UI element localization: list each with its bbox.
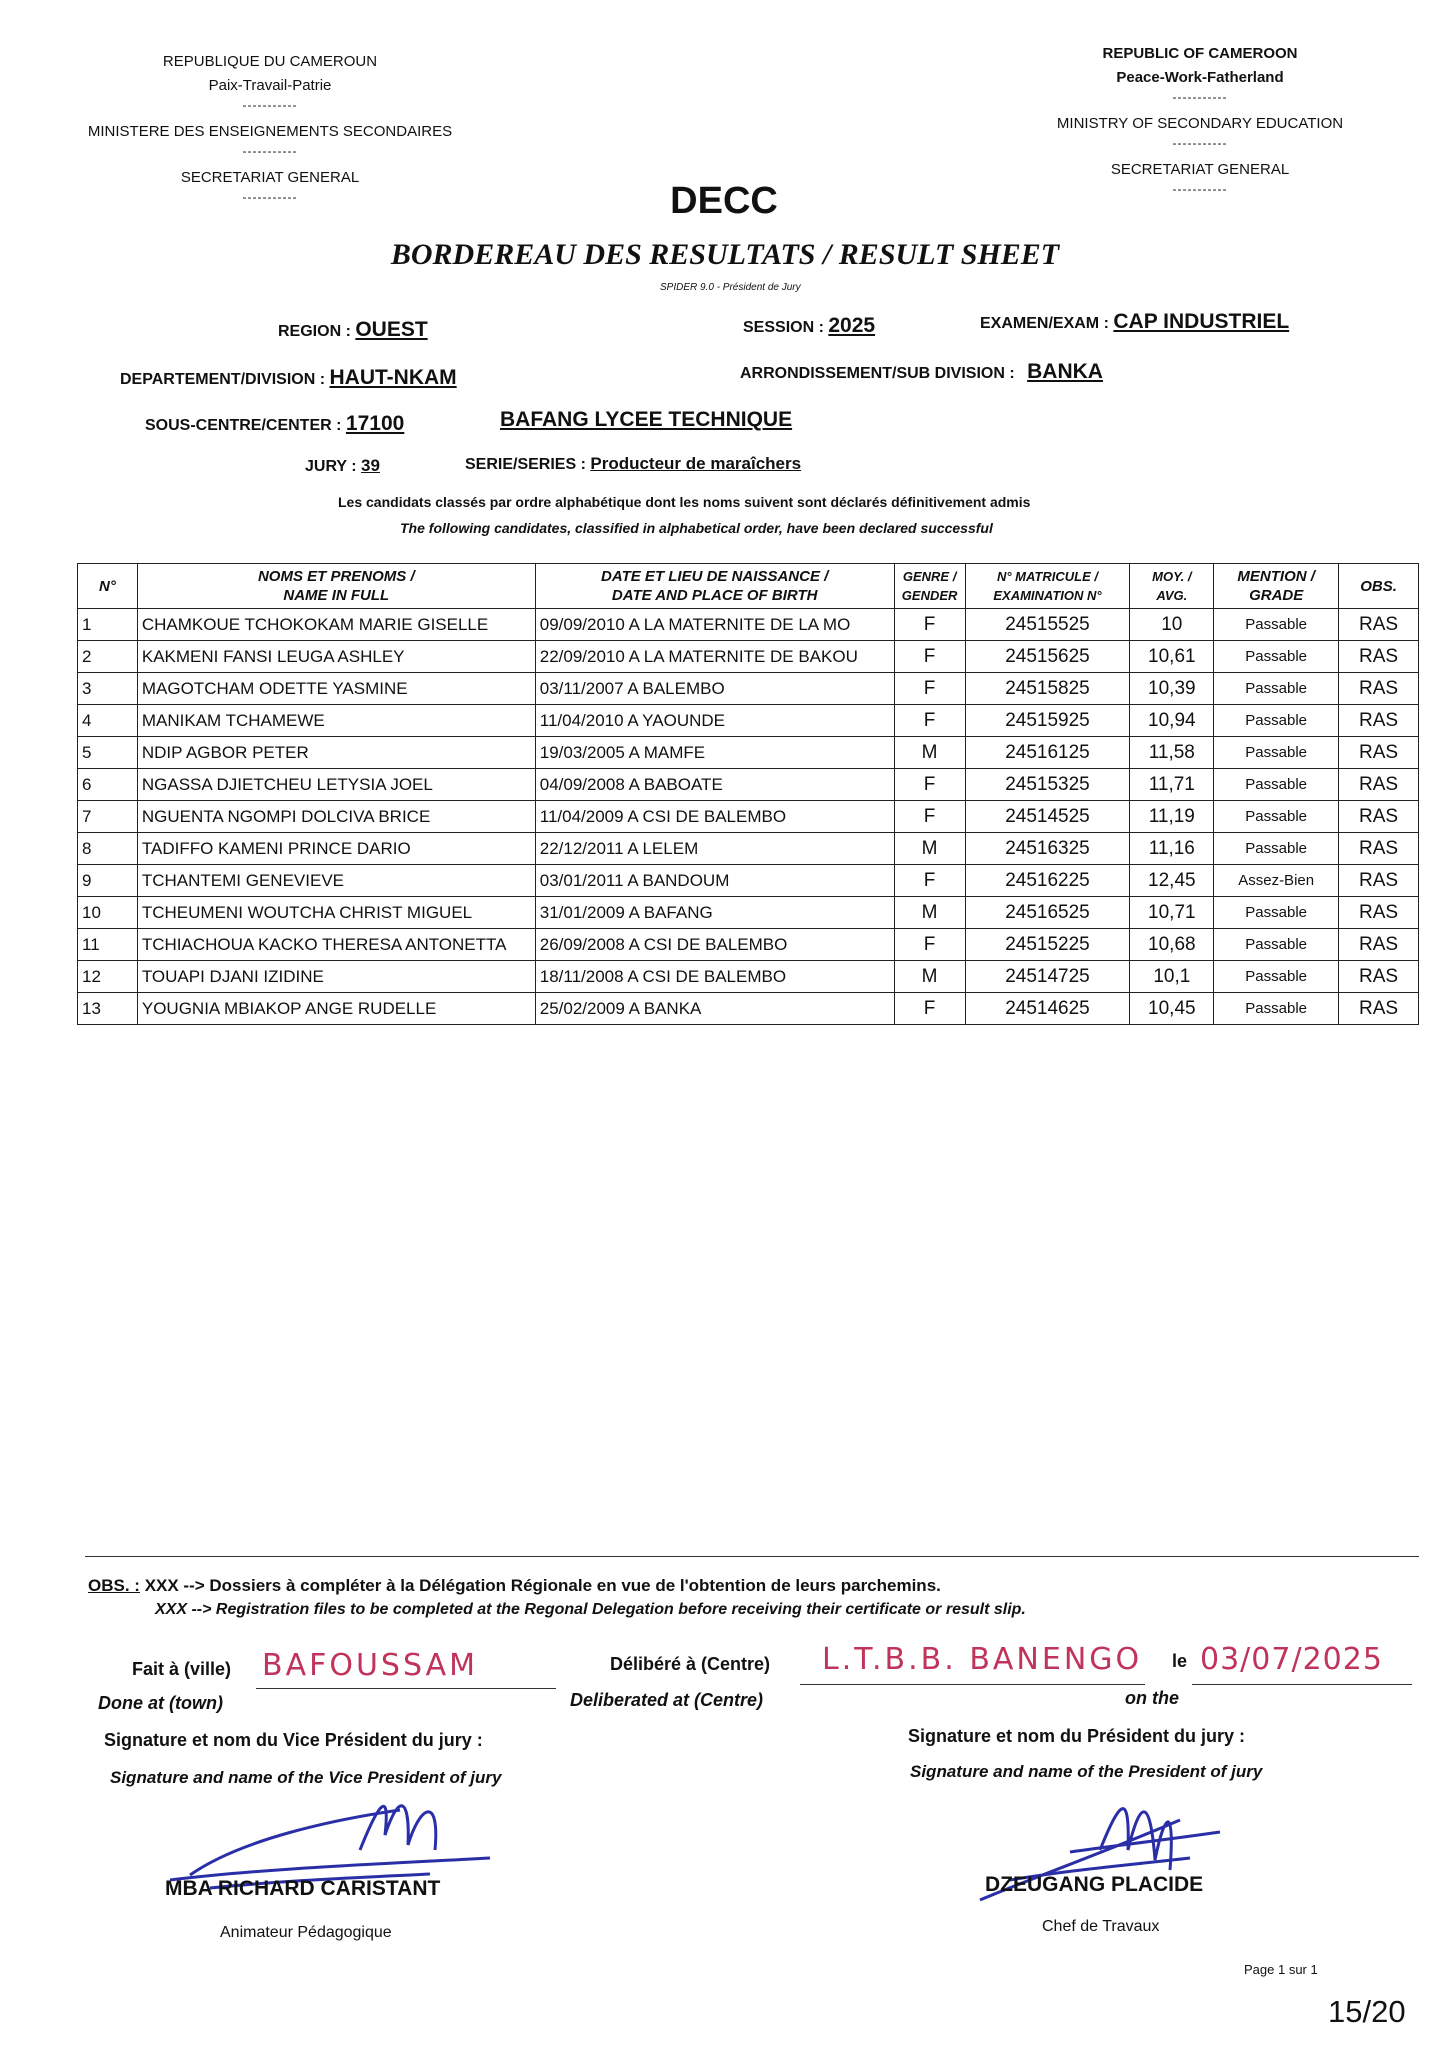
obs-en: XXX --> Registration files to be completed at the Regonal Delegation before receiving their certificate or result slip. — [155, 1601, 1026, 1618]
row-obs: RAS — [1339, 769, 1419, 801]
divider: ----------- — [242, 98, 298, 112]
row-birth: 18/11/2008 A CSI DE BALEMBO — [535, 961, 894, 993]
row-grade: Passable — [1214, 833, 1339, 865]
row-grade: Assez-Bien — [1214, 865, 1339, 897]
subdivision-value: BANKA — [1027, 360, 1103, 383]
row-name: TCHEUMENI WOUTCHA CHRIST MIGUEL — [137, 897, 535, 929]
secretariat-fr: SECRETARIAT GENERAL — [180, 169, 360, 186]
row-avg: 10,94 — [1130, 705, 1214, 737]
header-left — [70, 50, 470, 204]
center-code: 17100 — [345, 412, 405, 435]
col-gender: GENRE / GENDER — [894, 564, 965, 609]
table-row — [78, 609, 1419, 641]
on-en: on the — [1125, 1688, 1179, 1708]
row-avg: 11,71 — [1130, 769, 1214, 801]
country-fr: REPUBLIQUE DU CAMEROUN — [162, 53, 378, 70]
center-label: SOUS-CENTRE/CENTER : — [145, 417, 342, 434]
row-birth: 04/09/2008 A BABOATE — [535, 769, 894, 801]
motto-fr: Paix-Travail-Patrie — [208, 77, 332, 94]
row-birth: 09/09/2010 A LA MATERNITE DE LA MO — [535, 609, 894, 641]
col-matricule: N° MATRICULE / EXAMINATION N° — [965, 564, 1130, 609]
row-avg: 12,45 — [1130, 865, 1214, 897]
row-obs: RAS — [1339, 737, 1419, 769]
row-avg: 11,16 — [1130, 833, 1214, 865]
series-label: SERIE/SERIES : — [465, 456, 586, 473]
p-sig-fr: Signature et nom du Président du jury : — [908, 1726, 1246, 1746]
row-gender: M — [894, 737, 965, 769]
table-row — [78, 801, 1419, 833]
row-avg: 10 — [1130, 609, 1214, 641]
col-name: NOMS ET PRENOMS / NAME IN FULL — [137, 564, 535, 609]
table-row — [78, 769, 1419, 801]
p-sig-en: Signature and name of the President of jury — [910, 1762, 1263, 1781]
row-obs: RAS — [1339, 801, 1419, 833]
row-num: 4 — [78, 705, 138, 737]
exam-field — [980, 310, 1289, 334]
row-birth: 26/09/2008 A CSI DE BALEMBO — [535, 929, 894, 961]
row-gender: F — [894, 929, 965, 961]
ministry-fr: MINISTERE DES ENSEIGNEMENTS SECONDAIRES — [87, 123, 453, 140]
row-num: 9 — [78, 865, 138, 897]
president-title: Chef de Travaux — [1042, 1918, 1160, 1935]
row-birth: 11/04/2010 A YAOUNDE — [535, 705, 894, 737]
center-field — [145, 412, 404, 436]
subdivision-field — [740, 360, 1103, 384]
col-grade: MENTION / GRADE — [1214, 564, 1339, 609]
region-field — [278, 318, 428, 342]
divider: ----------- — [1172, 90, 1228, 104]
division-label: DEPARTEMENT/DIVISION : — [120, 371, 326, 388]
obs-block — [88, 1576, 941, 1596]
table-row — [78, 865, 1419, 897]
row-birth: 19/03/2005 A MAMFE — [535, 737, 894, 769]
row-matricule: 24515925 — [965, 705, 1130, 737]
row-obs: RAS — [1339, 641, 1419, 673]
series-field — [465, 454, 801, 474]
session-label: SESSION : — [743, 319, 824, 336]
table-row — [78, 897, 1419, 929]
row-num: 10 — [78, 897, 138, 929]
row-matricule: 24514625 — [965, 993, 1130, 1025]
exam-label: EXAMEN/EXAM : — [980, 315, 1109, 332]
jury-value: 39 — [361, 456, 380, 475]
row-avg: 11,19 — [1130, 801, 1214, 833]
row-avg: 10,39 — [1130, 673, 1214, 705]
row-obs: RAS — [1339, 961, 1419, 993]
results-table — [77, 563, 1419, 1025]
col-obs: OBS. — [1339, 564, 1419, 609]
row-num: 1 — [78, 609, 138, 641]
row-num: 6 — [78, 769, 138, 801]
obs-divider — [85, 1556, 1419, 1557]
subdivision-label: ARRONDISSEMENT/SUB DIVISION : — [740, 365, 1015, 382]
series-value: Producteur de maraîchers — [590, 454, 802, 473]
row-gender: M — [894, 833, 965, 865]
row-num: 3 — [78, 673, 138, 705]
done-at-en: Done at (town) — [98, 1693, 223, 1713]
row-avg: 10,61 — [1130, 641, 1214, 673]
row-birth: 22/12/2011 A LELEM — [535, 833, 894, 865]
row-num: 7 — [78, 801, 138, 833]
row-birth: 25/02/2009 A BANKA — [535, 993, 894, 1025]
row-gender: F — [894, 609, 965, 641]
row-obs: RAS — [1339, 929, 1419, 961]
obs-fr: XXX --> Dossiers à compléter à la Délégation Régionale en vue de l'obtention de leurs parchemins. — [144, 1576, 941, 1595]
row-num: 12 — [78, 961, 138, 993]
row-matricule: 24515625 — [965, 641, 1130, 673]
row-gender: F — [894, 769, 965, 801]
divider: ----------- — [242, 144, 298, 158]
row-matricule: 24515225 — [965, 929, 1130, 961]
row-grade: Passable — [1214, 897, 1339, 929]
table-header-row — [78, 564, 1419, 609]
row-num: 2 — [78, 641, 138, 673]
exam-value: CAP INDUSTRIEL — [1113, 310, 1290, 333]
row-birth: 22/09/2010 A LA MATERNITE DE BAKOU — [535, 641, 894, 673]
row-obs: RAS — [1339, 833, 1419, 865]
table-row — [78, 673, 1419, 705]
town-handwritten: BAFOUSSAM — [262, 1648, 478, 1683]
notice-en: The following candidates, classified in alphabetical order, have been declared successful — [400, 520, 993, 536]
row-name: MANIKAM TCHAMEWE — [137, 705, 535, 737]
row-name: KAKMENI FANSI LEUGA ASHLEY — [137, 641, 535, 673]
row-avg: 11,58 — [1130, 737, 1214, 769]
row-birth: 11/04/2009 A CSI DE BALEMBO — [535, 801, 894, 833]
row-gender: M — [894, 897, 965, 929]
division-field — [120, 366, 457, 390]
centre-handwritten: L.T.B.B. BANENGO — [822, 1642, 1143, 1677]
row-obs: RAS — [1339, 993, 1419, 1025]
row-avg: 10,45 — [1130, 993, 1214, 1025]
delib-fr: Délibéré à (Centre) — [610, 1654, 771, 1674]
table-row — [78, 929, 1419, 961]
vp-sig-en: Signature and name of the Vice President of jury — [110, 1768, 502, 1787]
col-num: N° — [78, 564, 138, 609]
document-title: BORDEREAU DES RESULTATS / RESULT SHEET — [390, 238, 1060, 271]
row-grade: Passable — [1214, 609, 1339, 641]
row-gender: F — [894, 641, 965, 673]
divider: ----------- — [1172, 136, 1228, 150]
row-gender: F — [894, 705, 965, 737]
date-line — [1192, 1684, 1412, 1685]
row-grade: Passable — [1214, 801, 1339, 833]
row-obs: RAS — [1339, 865, 1419, 897]
row-gender: F — [894, 993, 965, 1025]
row-avg: 10,71 — [1130, 897, 1214, 929]
table-row — [78, 705, 1419, 737]
obs-label: OBS. : — [88, 1576, 140, 1595]
row-name: YOUGNIA MBIAKOP ANGE RUDELLE — [137, 993, 535, 1025]
header-right — [1030, 42, 1370, 196]
row-name: TCHANTEMI GENEVIEVE — [137, 865, 535, 897]
row-grade: Passable — [1214, 641, 1339, 673]
row-grade: Passable — [1214, 737, 1339, 769]
row-obs: RAS — [1339, 705, 1419, 737]
row-obs: RAS — [1339, 673, 1419, 705]
page-counter: 15/20 — [1328, 1994, 1406, 2029]
ministry-en: MINISTRY OF SECONDARY EDUCATION — [1056, 115, 1344, 132]
page-number: Page 1 sur 1 — [1244, 1962, 1318, 1977]
region-value: OUEST — [355, 318, 428, 341]
country-en: REPUBLIC OF CAMEROON — [1102, 45, 1298, 62]
row-grade: Passable — [1214, 993, 1339, 1025]
row-grade: Passable — [1214, 961, 1339, 993]
row-gender: F — [894, 673, 965, 705]
table-row — [78, 641, 1419, 673]
row-grade: Passable — [1214, 705, 1339, 737]
row-matricule: 24514725 — [965, 961, 1130, 993]
row-matricule: 24516325 — [965, 833, 1130, 865]
row-matricule: 24516225 — [965, 865, 1130, 897]
row-obs: RAS — [1339, 897, 1419, 929]
president-name: DZEUGANG PLACIDE — [985, 1873, 1204, 1896]
row-name: TOUAPI DJANI IZIDINE — [137, 961, 535, 993]
row-name: CHAMKOUE TCHOKOKAM MARIE GISELLE — [137, 609, 535, 641]
row-birth: 03/11/2007 A BALEMBO — [535, 673, 894, 705]
software-note: SPIDER 9.0 - Président de Jury — [660, 282, 801, 293]
table-row — [78, 737, 1419, 769]
col-avg: MOY. / AVG. — [1130, 564, 1214, 609]
secretariat-en: SECRETARIAT GENERAL — [1110, 161, 1290, 178]
notice-fr: Les candidats classés par ordre alphabétique dont les noms suivent sont déclarés définitivement admis — [338, 494, 1031, 510]
row-name: TADIFFO KAMENI PRINCE DARIO — [137, 833, 535, 865]
divider: ----------- — [242, 190, 298, 204]
vp-title: Animateur Pédagogique — [220, 1924, 392, 1941]
region-label: REGION : — [278, 323, 351, 340]
divider: ----------- — [1172, 182, 1228, 196]
row-num: 11 — [78, 929, 138, 961]
motto-en: Peace-Work-Fatherland — [1116, 69, 1284, 86]
row-num: 8 — [78, 833, 138, 865]
done-at-fr: Fait à (ville) — [132, 1659, 232, 1679]
session-field — [743, 314, 875, 338]
org-title: DECC — [670, 180, 778, 222]
vp-name: MBA RICHARD CARISTANT — [165, 1877, 441, 1900]
row-num: 5 — [78, 737, 138, 769]
delib-en: Deliberated at (Centre) — [570, 1690, 764, 1710]
town-line — [256, 1688, 556, 1689]
table-row — [78, 993, 1419, 1025]
row-avg: 10,68 — [1130, 929, 1214, 961]
session-value: 2025 — [828, 314, 876, 337]
row-gender: F — [894, 865, 965, 897]
row-name: NDIP AGBOR PETER — [137, 737, 535, 769]
row-num: 13 — [78, 993, 138, 1025]
division-value: HAUT-NKAM — [329, 366, 457, 389]
centre-line — [800, 1684, 1145, 1685]
row-matricule: 24514525 — [965, 801, 1130, 833]
table-row — [78, 961, 1419, 993]
jury-label: JURY : — [305, 458, 357, 475]
row-matricule: 24516525 — [965, 897, 1130, 929]
vp-sig-fr: Signature et nom du Vice Président du jury : — [104, 1730, 483, 1750]
row-grade: Passable — [1214, 673, 1339, 705]
row-name: MAGOTCHAM ODETTE YASMINE — [137, 673, 535, 705]
on-fr: le — [1172, 1651, 1188, 1671]
row-name: NGUENTA NGOMPI DOLCIVA BRICE — [137, 801, 535, 833]
row-name: TCHIACHOUA KACKO THERESA ANTONETTA — [137, 929, 535, 961]
row-gender: F — [894, 801, 965, 833]
table-row — [78, 833, 1419, 865]
row-matricule: 24515525 — [965, 609, 1130, 641]
date-handwritten: 03/07/2025 — [1200, 1642, 1383, 1677]
row-birth: 31/01/2009 A BAFANG — [535, 897, 894, 929]
row-name: NGASSA DJIETCHEU LETYSIA JOEL — [137, 769, 535, 801]
row-birth: 03/01/2011 A BANDOUM — [535, 865, 894, 897]
row-gender: M — [894, 961, 965, 993]
row-matricule: 24515825 — [965, 673, 1130, 705]
row-avg: 10,1 — [1130, 961, 1214, 993]
jury-field — [305, 456, 380, 476]
row-grade: Passable — [1214, 929, 1339, 961]
col-birth: DATE ET LIEU DE NAISSANCE / DATE AND PLACE OF BIRTH — [535, 564, 894, 609]
row-obs: RAS — [1339, 609, 1419, 641]
center-name: BAFANG LYCEE TECHNIQUE — [500, 408, 793, 431]
row-matricule: 24515325 — [965, 769, 1130, 801]
row-grade: Passable — [1214, 769, 1339, 801]
row-matricule: 24516125 — [965, 737, 1130, 769]
